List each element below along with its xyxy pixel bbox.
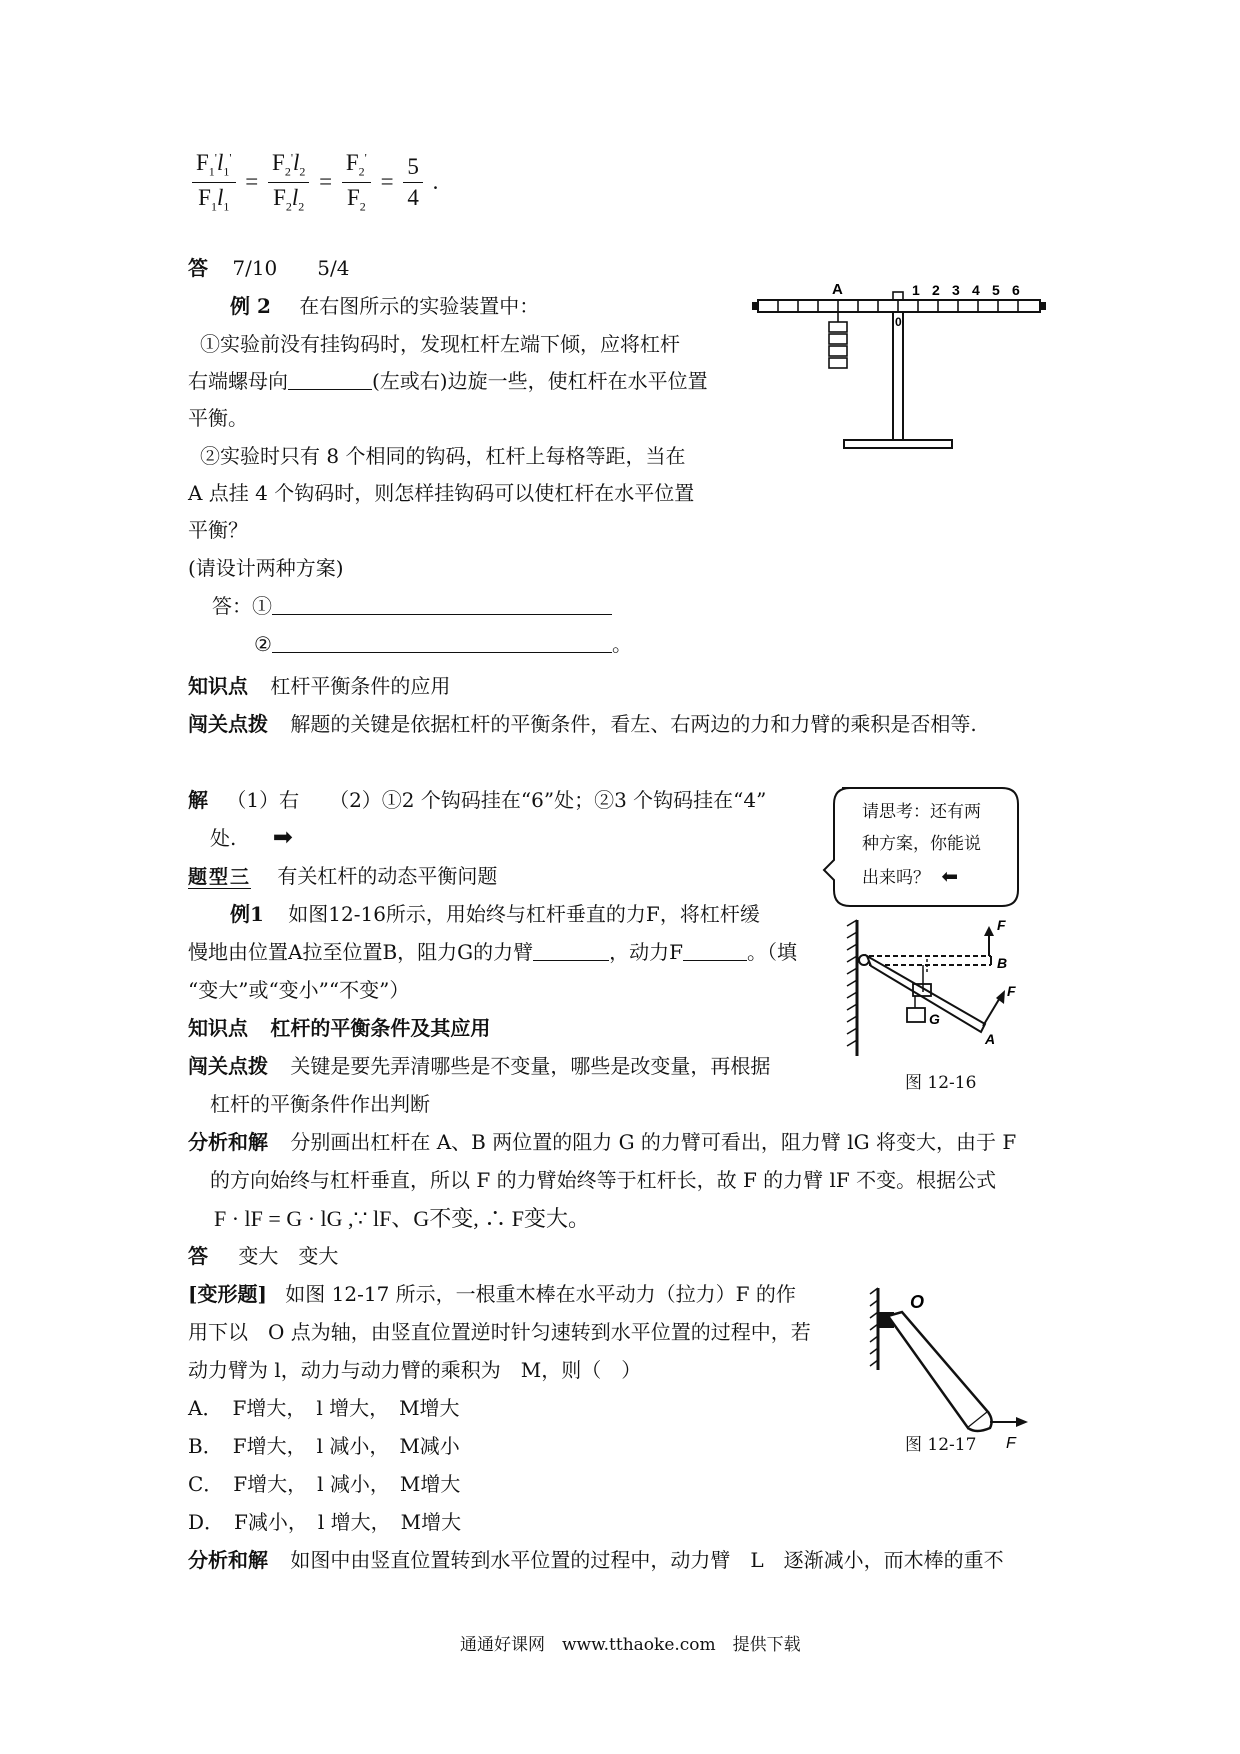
example-2-q1-line2 [188, 365, 708, 394]
knowledge-point-1 [188, 670, 450, 699]
example-1-line1 [230, 898, 760, 927]
solution-1-line2 [210, 822, 293, 851]
lever-label-a: A [832, 281, 843, 298]
topic-3 [188, 860, 497, 889]
right-arrow-icon: ➡ [272, 823, 293, 851]
example1-text: 如图12-16所示，用始终与杠杆垂直的力F，将杠杆缓 [288, 902, 760, 926]
example-2-q2-line3: 平衡？ [188, 518, 248, 542]
example1-text-a: 慢地由位置A拉至位置B，阻力G的力臂 [188, 940, 534, 964]
bubble-line-1: 请思考：还有两 [862, 802, 981, 822]
lever-tick-6: 6 [1012, 282, 1020, 298]
answer-prefix-2: ② [254, 632, 272, 656]
tip-1 [188, 708, 977, 737]
lever-label-o: 0 [895, 315, 902, 329]
figure-12-17 [868, 1282, 1038, 1452]
variant-line2: 用下以 O 点为轴，由竖直位置逆时针匀速转到水平位置的过程中，若 [188, 1320, 811, 1344]
lever-tick-4: 4 [972, 282, 980, 298]
answer-blank-2 [272, 632, 612, 653]
answer2-text: 变大 变大 [238, 1244, 339, 1268]
option-b: B． F增大， l 减小， M减小 [188, 1434, 460, 1458]
answer-1 [188, 252, 349, 281]
fig1216-label-g: G [929, 1011, 940, 1027]
answer-end: 。 [611, 632, 632, 656]
tip-2-line1 [188, 1050, 770, 1079]
lever-tick-5: 5 [992, 282, 1000, 298]
analysis-1-line2: 的方向始终与杠杆垂直，所以 F 的力臂始终等于杠杆长，故 F 的力臂 lF 不变。根据公式 [210, 1168, 997, 1192]
example-2-answer-line1 [212, 590, 612, 619]
example-2-q2-line2: A 点挂 4 个钩码时，则怎样挂钩码可以使杠杆在水平位置 [188, 481, 695, 505]
answer-label: 答 [188, 256, 208, 280]
analysis-1-line1 [188, 1126, 1016, 1155]
answer-text: 7/10 5/4 [232, 256, 350, 280]
tip-2-line2: 杠杆的平衡条件作出判断 [210, 1092, 430, 1116]
lever-apparatus-figure [750, 278, 1050, 458]
tip-text: 解题的关键是依据杠杆的平衡条件，看左、右两边的力和力臂的乘积是否相等. [290, 712, 977, 736]
fig1216-label-b: B [997, 955, 1008, 971]
example-2-q2-line4: (请设计两种方案) [188, 556, 344, 580]
kp2-label: 知识点 [188, 1016, 248, 1040]
kp-text: 杠杆平衡条件的应用 [270, 674, 451, 698]
analysis2-text: 如图中由竖直位置转到水平位置的过程中，动力臂 L 逐渐减小，而木棒的重不 [290, 1548, 1004, 1572]
option-a: A． F增大， l 增大， M增大 [188, 1396, 460, 1420]
variant-line3: 动力臂为 l，动力与动力臂的乘积为 M，则（ ） [188, 1358, 642, 1382]
analysis-2 [188, 1544, 1004, 1573]
solution-label: 解 [188, 788, 208, 812]
figure-12-16 [845, 914, 1035, 1059]
variant-text-1: 如图 12-17 所示，一根重木棒在水平动力（拉力）F 的作 [285, 1282, 796, 1306]
tip2-text: 关键是要先弄清哪些是不变量，哪些是改变量，再根据 [290, 1054, 771, 1078]
variant-line1 [188, 1278, 796, 1307]
example-1-line3: “变大”或“变小”“不变”） [188, 978, 410, 1002]
lever-tick-2: 2 [932, 282, 940, 298]
example-2-q1-line1: ①实验前没有挂钩码时，发现杠杆左端下倾，应将杠杆 [200, 332, 680, 356]
kp2-text: 杠杆的平衡条件及其应用 [270, 1016, 491, 1040]
variant-label: [变形题] [188, 1282, 267, 1306]
example1-text-b: ，动力F [609, 940, 684, 964]
example-intro: 在右图所示的实验装置中： [299, 294, 540, 318]
bubble-line-2: 种方案，你能说 [862, 834, 981, 854]
answer-prefix: 答：① [212, 594, 272, 618]
analysis-label: 分析和解 [188, 1130, 268, 1154]
answer-2 [188, 1240, 338, 1269]
fig1216-label-f-top: F [997, 917, 1006, 933]
figure-12-16-caption: 图 12-16 [905, 1073, 977, 1093]
answer2-label: 答 [188, 1244, 208, 1268]
analysis2-label: 分析和解 [188, 1548, 268, 1572]
example1-blank-2 [683, 940, 747, 961]
example1-text-c: 。（填 [747, 940, 798, 964]
fig1216-label-a: A [985, 1031, 996, 1047]
q1-blank [288, 369, 372, 390]
topic-label: 题型三 [188, 866, 252, 888]
formula-top: $\frac{F_1'l_1'}{F_1l_1}$ = $\frac{F_2'l_2}{F_2l_2}$ = $\frac{F_2'}{F_2}$ = $\frac{5}{4}$ . [188, 150, 438, 214]
example1-label: 例1 [230, 902, 264, 926]
footer: 通通好课网 www.tthaoke.com 提供下载 [460, 1635, 801, 1655]
bubble-text-3: 出来吗？ [862, 868, 930, 888]
kp-label: 知识点 [188, 674, 248, 698]
example-2-intro [230, 290, 539, 319]
option-d: D． F减小， l 增大， M增大 [188, 1510, 462, 1534]
option-c: C． F增大， l 减小， M增大 [188, 1472, 461, 1496]
analysis-1-line3: F · lF = G · lG ,∵ lF、G不变, ∴ F变大。 [214, 1206, 590, 1231]
tip2-label: 闯关点拨 [188, 1054, 268, 1078]
fig1217-label-f: F [1006, 1435, 1016, 1452]
solution-1-line1 [188, 784, 766, 813]
example-1-line2 [188, 936, 797, 965]
knowledge-point-2 [188, 1012, 490, 1041]
solution-text-2: 处. [210, 826, 237, 850]
bubble-line-3 [862, 860, 958, 894]
q1-text-b: (左或右)边旋一些，使杠杆在水平位置 [372, 369, 708, 393]
lever-tick-3: 3 [952, 282, 960, 298]
q1-text-a: 右端螺母向 [188, 369, 288, 393]
analysis-text-1: 分别画出杠杆在 A、B 两位置的阻力 G 的力臂可看出，阻力臂 lG 将变大，由于 F [290, 1130, 1017, 1154]
example-2-q2-line1: ②实验时只有 8 个相同的钩码，杠杆上每格等距，当在 [200, 444, 686, 468]
example1-blank-1 [533, 940, 609, 961]
solution-text: （1）右 （2）①2 个钩码挂在“6”处；②3 个钩码挂在“4” [226, 788, 767, 812]
answer-blank-1 [272, 594, 612, 615]
topic-text: 有关杠杆的动态平衡问题 [277, 864, 498, 888]
lever-tick-1: 1 [912, 282, 920, 298]
example-2-answer-line2 [254, 628, 632, 657]
left-arrow-icon: ⬅ [941, 864, 959, 888]
example-label: 例 2 [230, 294, 271, 318]
example-2-q1-line3: 平衡。 [188, 406, 248, 430]
tip-label: 闯关点拨 [188, 712, 268, 736]
figure-12-17-caption: 图 12-17 [905, 1435, 977, 1455]
fig1216-label-f-low: F [1007, 983, 1016, 999]
fig1217-label-o: O [910, 1292, 925, 1312]
